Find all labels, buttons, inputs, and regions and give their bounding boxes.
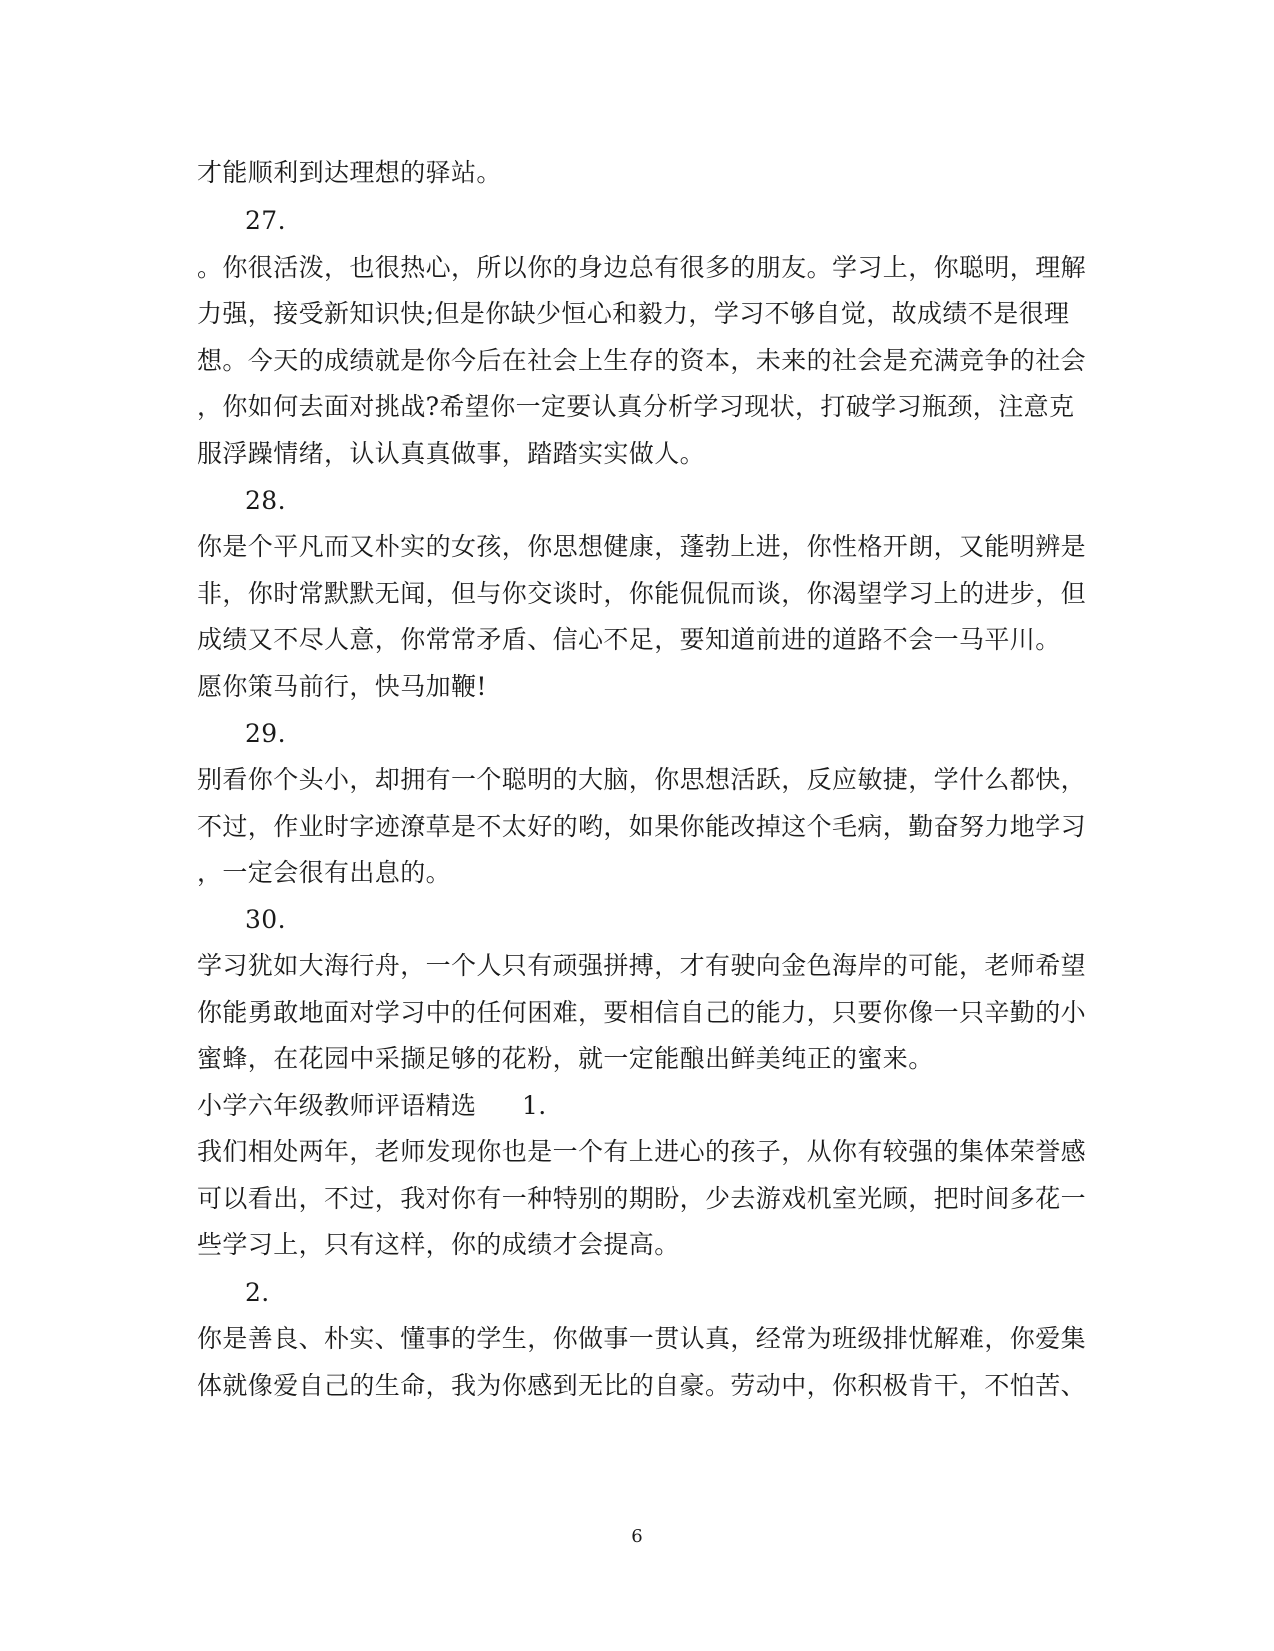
- item-number: 2.: [245, 1278, 270, 1307]
- page-number: 6: [631, 1526, 643, 1547]
- section-heading-title: 小学六年级教师评语精选: [197, 1091, 477, 1120]
- item-number: 27.: [245, 206, 286, 235]
- body-text-line: 你是善良、朴实、懂事的学生，你做事一贯认真，经常为班级排忧解难，你爱集: [197, 1324, 1087, 1353]
- body-text-line: 学习犹如大海行舟，一个人只有顽强拼搏，才有驶向金色海岸的可能，老师希望: [197, 951, 1087, 980]
- body-text-line: 别看你个头小，却拥有一个聪明的大脑，你思想活跃，反应敏捷，学什么都快，: [197, 765, 1087, 794]
- body-text-line: 力强，接受新知识快;但是你缺少恒心和毅力，学习不够自觉，故成绩不是很理: [197, 299, 1070, 328]
- body-text-line: ，你如何去面对挑战?希望你一定要认真分析学习现状，打破学习瓶颈，注意克: [197, 392, 1075, 421]
- body-text-line: 愿你策马前行，快马加鞭!: [197, 672, 487, 701]
- body-text-line: 你是个平凡而又朴实的女孩，你思想健康，蓬勃上进，你性格开朗，又能明辨是: [197, 532, 1087, 561]
- item-number: 29.: [245, 719, 286, 748]
- body-text-line: 我们相处两年，老师发现你也是一个有上进心的孩子，从你有较强的集体荣誉感: [197, 1137, 1087, 1166]
- body-text-line: 非，你时常默默无闻，但与你交谈时，你能侃侃而谈，你渴望学习上的进步，但: [197, 579, 1087, 608]
- item-number: 30.: [245, 905, 286, 934]
- body-text-line: 。你很活泼，也很热心，所以你的身边总有很多的朋友。学习上，你聪明，理解: [197, 253, 1087, 282]
- body-text-line: 些学习上，只有这样，你的成绩才会提高。: [197, 1230, 680, 1259]
- body-text-line: 蜜蜂，在花园中采撷足够的花粉，就一定能酿出鲜美纯正的蜜来。: [197, 1044, 934, 1073]
- body-text-line: 才能顺利到达理想的驿站。: [197, 158, 502, 187]
- body-text-line: 体就像爱自己的生命，我为你感到无比的自豪。劳动中，你积极肯干，不怕苦、: [197, 1371, 1087, 1400]
- item-number: 28.: [245, 486, 286, 515]
- section-heading: [197, 1086, 897, 1126]
- body-text-line: 成绩又不尽人意，你常常矛盾、信心不足，要知道前进的道路不会一马平川。: [197, 625, 1061, 654]
- body-text-line: 可以看出，不过，我对你有一种特别的期盼，少去游戏机室光顾，把时间多花一: [197, 1184, 1087, 1213]
- body-text-line: 不过，作业时字迹潦草是不太好的哟，如果你能改掉这个毛病，勤奋努力地学习: [197, 812, 1087, 841]
- body-text-line: 你能勇敢地面对学习中的任何困难，要相信自己的能力，只要你像一只辛勤的小: [197, 998, 1087, 1027]
- item-number: 1.: [522, 1091, 547, 1120]
- body-text-line: 想。今天的成绩就是你今后在社会上生存的资本，未来的社会是充满竞争的社会: [197, 346, 1087, 375]
- body-text-line: 服浮躁情绪，认认真真做事，踏踏实实做人。: [197, 439, 706, 468]
- body-text-line: ，一定会很有出息的。: [197, 858, 452, 887]
